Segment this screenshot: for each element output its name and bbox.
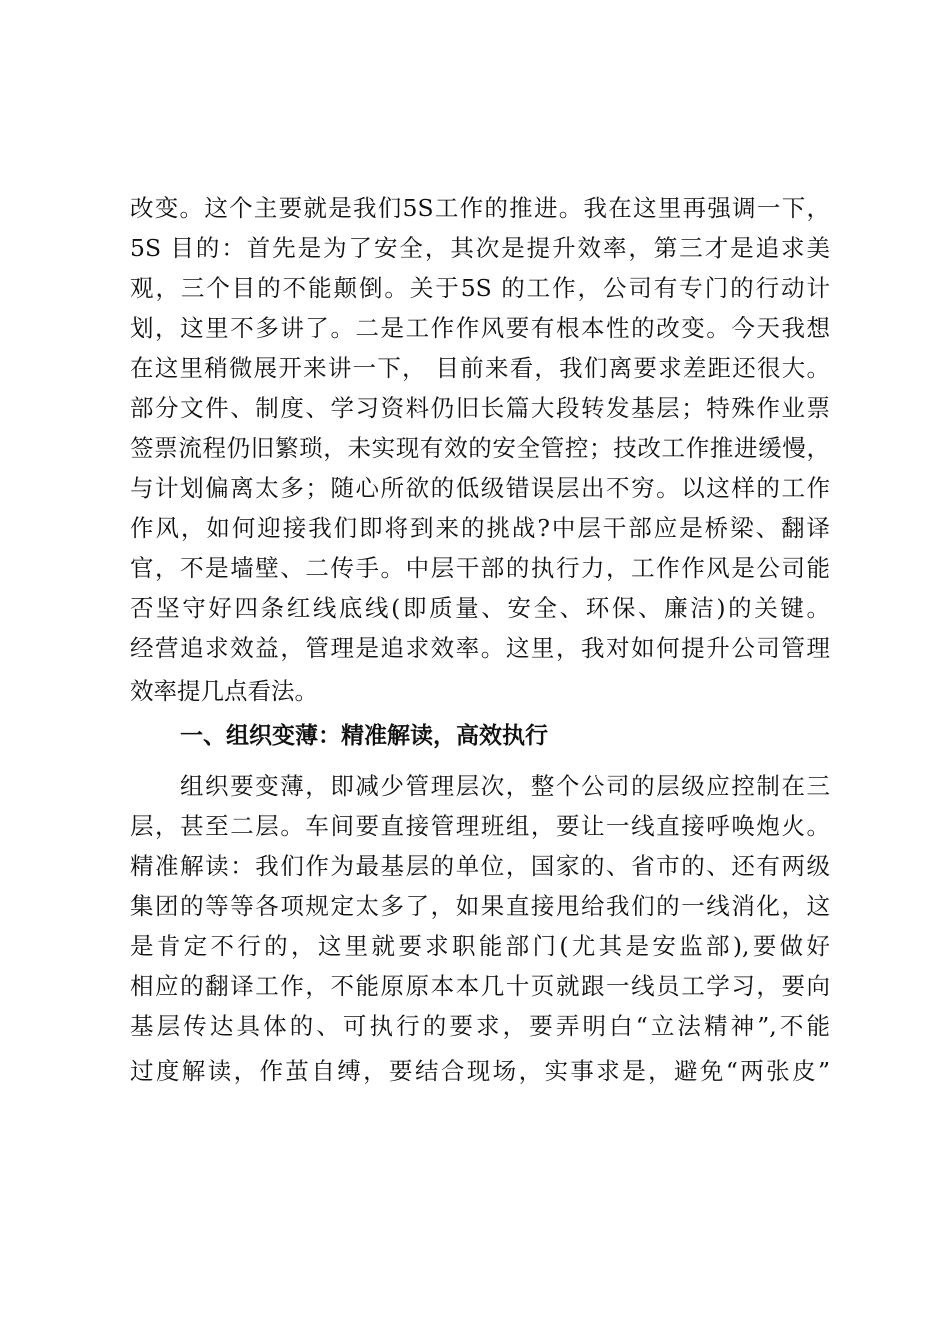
paragraph-1-line-9: 作风，如何迎接我们即将到来的挑战?中层干部应是桥梁、翻译 xyxy=(130,514,830,542)
paragraph-1-line-3: 观，三个目的不能颠倒。关于5S 的工作，公司有专门的行动计 xyxy=(130,274,830,302)
paragraph-1-line-13: 效率提几点看法。 xyxy=(130,677,318,705)
paragraph-2-line-1: 组织要变薄，即减少管理层次，整个公司的层级应控制在三 xyxy=(180,772,830,800)
paragraph-1-line-4: 划，这里不多讲了。二是工作作风要有根本性的改变。今天我想 xyxy=(130,314,830,342)
paragraph-1-line-1: 改变。这个主要就是我们5S工作的推进。我在这里再强调一下， xyxy=(130,194,830,222)
paragraph-1-line-6: 部分文件、制度、学习资料仍旧长篇大段转发基层；特殊作业票 xyxy=(130,394,830,422)
paragraph-1-line-5: 在这里稍微展开来讲一下， 目前来看，我们离要求差距还很大。 xyxy=(130,354,830,382)
paragraph-1-line-12: 经营追求效益，管理是追求效率。这里，我对如何提升公司管理 xyxy=(130,634,830,662)
paragraph-2-line-7: 基层传达具体的、可执行的要求，要弄明白“立法精神”,不能 xyxy=(130,1012,830,1040)
paragraph-2-line-4: 集团的等等各项规定太多了，如果直接甩给我们的一线消化，这 xyxy=(130,892,830,920)
paragraph-1-line-11: 否坚守好四条红线底线(即质量、安全、环保、廉洁)的关键。 xyxy=(130,594,830,622)
paragraph-2-line-8: 过度解读，作茧自缚，要结合现场，实事求是，避免“两张皮” xyxy=(130,1057,830,1085)
paragraph-1-line-2: 5S 目的：首先是为了安全，其次是提升效率，第三才是追求美 xyxy=(130,234,830,262)
paragraph-1-line-7: 签票流程仍旧繁琐，未实现有效的安全管控；技改工作推进缓慢， xyxy=(130,434,830,462)
section-heading: 一、组织变薄：精准解读，高效执行 xyxy=(180,723,548,749)
paragraph-2-line-3: 精准解读：我们作为最基层的单位，国家的、省市的、还有两级 xyxy=(130,852,830,880)
paragraph-1-line-8: 与计划偏离太多；随心所欲的低级错误层出不穷。以这样的工作 xyxy=(130,474,830,502)
paragraph-2-line-5: 是肯定不行的，这里就要求职能部门(尤其是安监部),要做好 xyxy=(130,932,830,960)
paragraph-1-line-10: 官，不是墙壁、二传手。中层干部的执行力，工作作风是公司能 xyxy=(130,554,830,582)
paragraph-2-line-6: 相应的翻译工作，不能原原本本几十页就跟一线员工学习，要向 xyxy=(130,972,830,1000)
paragraph-2-line-2: 层，甚至二层。车间要直接管理班组，要让一线直接呼唤炮火。 xyxy=(130,812,830,840)
